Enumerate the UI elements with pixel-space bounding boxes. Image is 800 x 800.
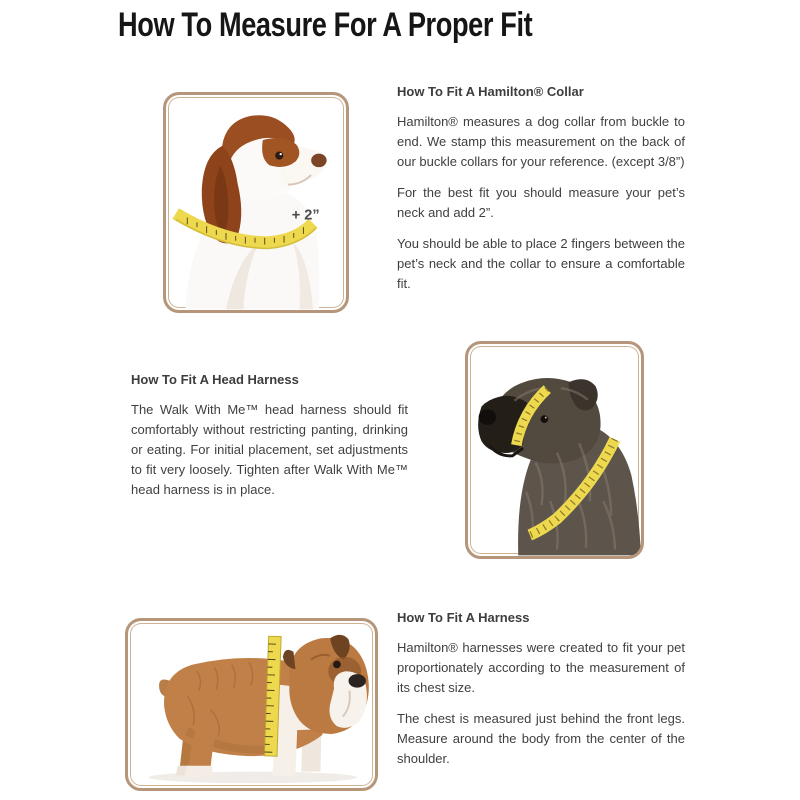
paragraph: The chest is measured just behind the front legs. Measure around the body from the center of the shoulder. (397, 711, 685, 766)
brittany-spaniel-photo (166, 95, 346, 310)
harness-photo-frame (125, 618, 378, 791)
paragraph: For the best fit you should measure your pet’s neck and add 2”. (397, 185, 685, 220)
paragraph: Hamilton® harnesses were created to fit your pet proportionately according to the measurement of its chest size. (397, 640, 685, 695)
head-harness-section-heading: How To Fit A Head Harness (131, 372, 299, 387)
harness-section-heading: How To Fit A Harness (397, 610, 530, 625)
collar-section-text (397, 82, 685, 305)
paragraph: Hamilton® measures a dog collar from buckle to end. We stamp this measurement on the back of our buckle collars for your reference. (except 3/8”) (397, 114, 685, 169)
collar-section-heading: How To Fit A Hamilton® Collar (397, 84, 584, 99)
paragraph: You should be able to place 2 fingers between the pet’s neck and the collar to ensure a comfortable fit. (397, 236, 685, 291)
head-harness-photo-frame (465, 341, 644, 559)
brindle-dog-photo (468, 344, 641, 556)
collar-photo-frame (163, 92, 349, 313)
harness-section-text (397, 608, 685, 780)
bulldog-photo (128, 621, 375, 788)
add-two-inches-annotation: + 2” (291, 207, 320, 224)
paragraph: The Walk With Me™ head harness should fit comfortably without restricting panting, drinking or eating. For initial placement, set adjustments to fit very loosely. Tighten after Walk With Me™ head harness is in place. (131, 402, 408, 497)
head-harness-section-text (131, 370, 408, 511)
page-title: How To Measure For A Proper Fit (118, 6, 533, 44)
